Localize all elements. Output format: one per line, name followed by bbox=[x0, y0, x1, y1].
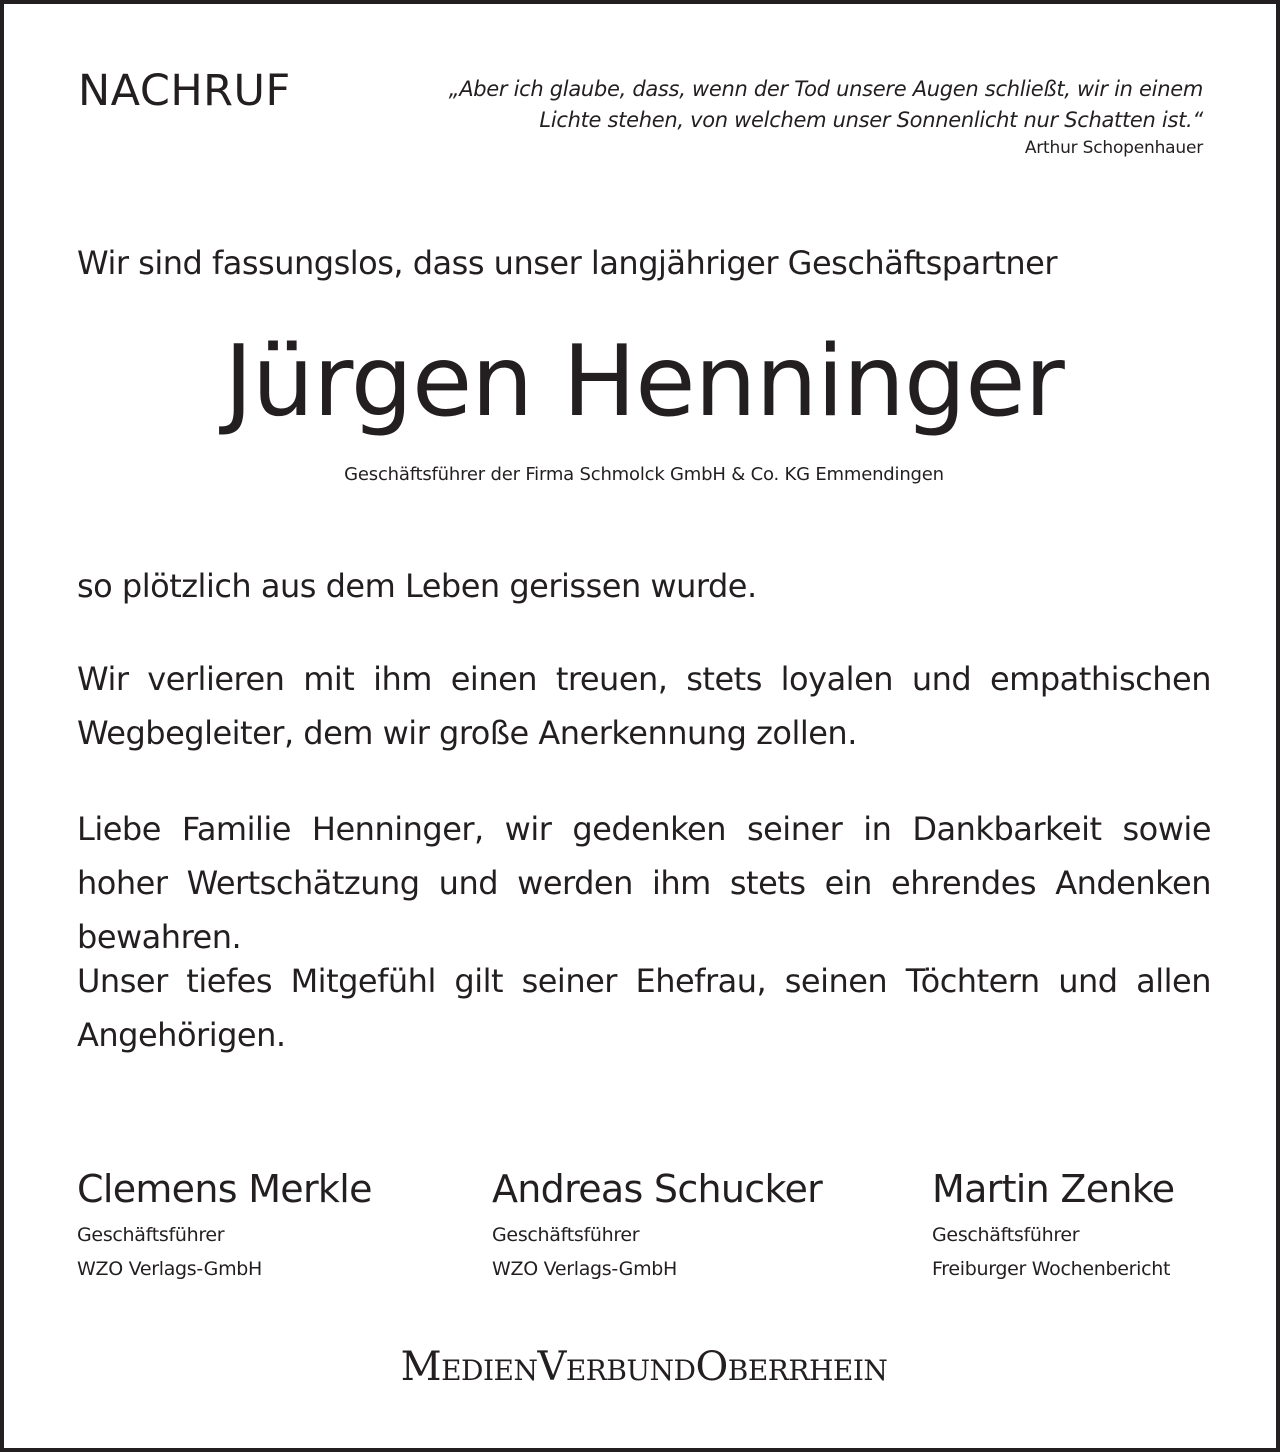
paragraph-2: Wir verlieren mit ihm einen treuen, stets loyalen und empathischen Wegbegleiter, dem wir große Anerkennung zollen. bbox=[77, 660, 1211, 752]
paragraph-4: Unser tiefes Mitgefühl gilt seiner Ehefrau, seinen Töchtern und allen Angehörigen. bbox=[77, 962, 1211, 1054]
signatory-name: Andreas Schucker bbox=[492, 1167, 823, 1211]
intro-text: Wir sind fassungslos, dass unser langjähriger Geschäftspartner bbox=[77, 244, 1057, 282]
signatory-role: Geschäftsführer bbox=[492, 1223, 640, 1246]
notice-heading: NACHRUF bbox=[78, 66, 291, 116]
quote-line-1: „Aber ich glaube, dass, wenn der Tod unsere Augen schließt, wir in einem bbox=[448, 77, 1203, 101]
footer-logo: MedienVerbundOberrhein bbox=[400, 1344, 888, 1390]
signatory-3 bbox=[932, 1168, 1174, 1286]
signatory-company: WZO Verlags-GmbH bbox=[77, 1257, 263, 1280]
deceased-name: Jürgen Henninger bbox=[224, 325, 1064, 439]
signatory-role: Geschäftsführer bbox=[77, 1223, 225, 1246]
signatory-name: Clemens Merkle bbox=[77, 1167, 372, 1211]
quote-author: Arthur Schopenhauer bbox=[1024, 138, 1203, 158]
quote-line-2: Lichte stehen, von welchem unser Sonnenlicht nur Schatten ist.“ bbox=[539, 108, 1203, 132]
paragraph-3: Liebe Familie Henninger, wir gedenken seiner in Dankbarkeit sowie hoher Wertschätzung und werden ihm stets ein ehrendes Andenken bewahren. bbox=[77, 810, 1211, 956]
signatory-role: Geschäftsführer bbox=[932, 1223, 1080, 1246]
paragraph-1: so plötzlich aus dem Leben gerissen wurde. bbox=[77, 567, 757, 605]
signatory-1 bbox=[77, 1168, 372, 1286]
signatory-company: WZO Verlags-GmbH bbox=[492, 1257, 678, 1280]
deceased-title: Geschäftsführer der Firma Schmolck GmbH & Co. KG Emmendingen bbox=[344, 464, 944, 485]
quote bbox=[403, 74, 1203, 136]
signatory-company: Freiburger Wochenbericht bbox=[932, 1257, 1171, 1280]
signatory-name: Martin Zenke bbox=[932, 1167, 1175, 1211]
signatory-2 bbox=[492, 1168, 822, 1286]
